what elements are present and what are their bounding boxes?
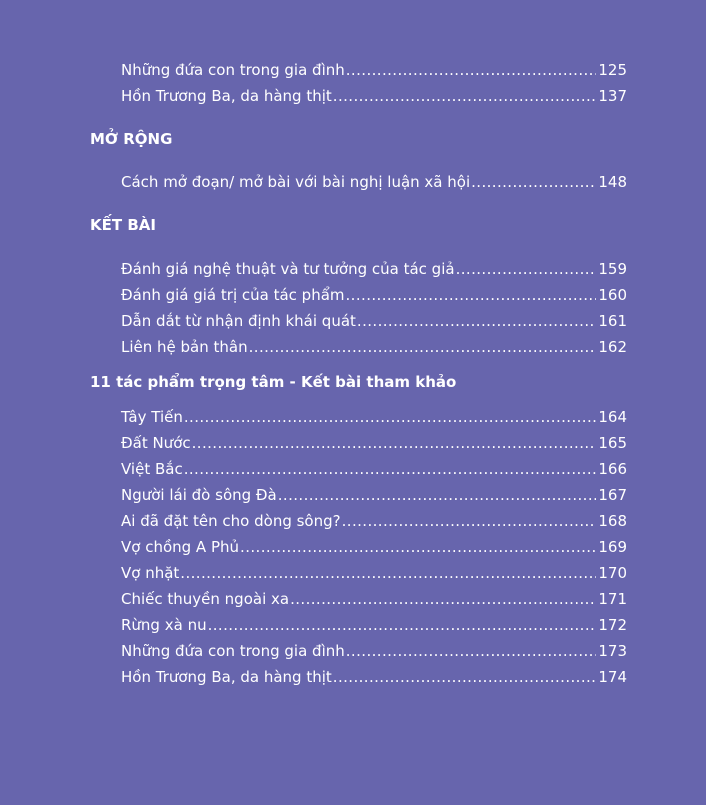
toc-entry-title: Ai đã đặt tên cho dòng sông? <box>121 512 341 530</box>
toc-entry <box>121 612 627 638</box>
toc-entry-title: Chiếc thuyền ngoài xa <box>121 590 290 608</box>
toc-entry <box>121 638 627 664</box>
toc-entry-page: 137 <box>598 87 627 105</box>
toc-entry-page: 164 <box>598 408 627 426</box>
toc-leader-dots <box>240 534 596 560</box>
toc-entry-page: 125 <box>598 61 627 79</box>
toc-leader-dots <box>346 282 597 308</box>
toc-entry <box>121 482 627 508</box>
toc-leader-dots <box>192 430 597 456</box>
toc-entry-title: Đánh giá nghệ thuật và tư tưởng của tác giả <box>121 260 455 278</box>
toc-entry-title: Vợ chồng A Phủ <box>121 538 240 556</box>
toc-leader-dots <box>249 334 597 360</box>
toc-entry <box>121 256 627 282</box>
toc-entry <box>121 430 627 456</box>
toc-entry <box>121 83 627 109</box>
toc-entry-page: 159 <box>598 260 627 278</box>
toc-entry <box>121 534 627 560</box>
toc-entry-title: Rừng xà nu <box>121 616 207 634</box>
toc-entry-title: Những đứa con trong gia đình <box>121 642 345 660</box>
toc-entry-page: 174 <box>598 668 627 686</box>
toc-entry-title: Việt Bắc <box>121 460 183 478</box>
toc-entry-page: 169 <box>598 538 627 556</box>
toc-entry-page: 168 <box>598 512 627 530</box>
toc-entry-page: 172 <box>598 616 627 634</box>
section-heading: MỞ RỘNG <box>90 130 173 148</box>
toc-entry-title: Hồn Trương Ba, da hàng thịt <box>121 668 332 686</box>
toc-entry-page: 166 <box>598 460 627 478</box>
toc-leader-dots <box>184 404 597 430</box>
toc-entry-page: 167 <box>598 486 627 504</box>
toc-leader-dots <box>342 508 597 534</box>
toc-entry <box>121 169 627 195</box>
toc-entry-title: Đánh giá giá trị của tác phẩm <box>121 286 345 304</box>
toc-entry-title: Dẫn dắt từ nhận định khái quát <box>121 312 356 330</box>
toc-entry <box>121 456 627 482</box>
toc-leader-dots <box>346 638 597 664</box>
toc-entry <box>121 334 627 360</box>
toc-entry-title: Cách mở đoạn/ mở bài với bài nghị luận xã hội <box>121 173 471 191</box>
toc-entry-page: 160 <box>598 286 627 304</box>
toc-entry-title: Tây Tiến <box>121 408 183 426</box>
toc-entry <box>121 586 627 612</box>
toc-leader-dots <box>180 560 596 586</box>
toc-entry-title: Đất Nước <box>121 434 191 452</box>
toc-leader-dots <box>278 482 597 508</box>
toc-entry-page: 148 <box>598 173 627 191</box>
toc-leader-dots <box>456 256 597 282</box>
toc-entry <box>121 404 627 430</box>
toc-entry <box>121 308 627 334</box>
toc-entry-page: 170 <box>598 564 627 582</box>
section-heading: 11 tác phẩm trọng tâm - Kết bài tham khảo <box>90 373 457 391</box>
toc-entry <box>121 664 627 690</box>
section-heading: KẾT BÀI <box>90 216 156 234</box>
toc-entry-page: 171 <box>598 590 627 608</box>
toc-entry-page: 161 <box>598 312 627 330</box>
toc-entry-title: Hồn Trương Ba, da hàng thịt <box>121 87 332 105</box>
toc-entry-page: 173 <box>598 642 627 660</box>
toc-entry <box>121 57 627 83</box>
toc-leader-dots <box>333 664 597 690</box>
toc-entry-title: Liên hệ bản thân <box>121 338 248 356</box>
toc-entry-title: Vợ nhặt <box>121 564 180 582</box>
toc-leader-dots <box>184 456 597 482</box>
toc-leader-dots <box>208 612 597 638</box>
toc-entry <box>121 560 627 586</box>
toc-entry <box>121 282 627 308</box>
toc-entry-title: Người lái đò sông Đà <box>121 486 277 504</box>
toc-leader-dots <box>346 57 597 83</box>
toc-leader-dots <box>333 83 597 109</box>
toc-entry-page: 165 <box>598 434 627 452</box>
toc-leader-dots <box>357 308 596 334</box>
toc-entry-page: 162 <box>598 338 627 356</box>
toc-leader-dots <box>471 169 596 195</box>
toc-leader-dots <box>290 586 596 612</box>
toc-entry <box>121 508 627 534</box>
toc-entry-title: Những đứa con trong gia đình <box>121 61 345 79</box>
